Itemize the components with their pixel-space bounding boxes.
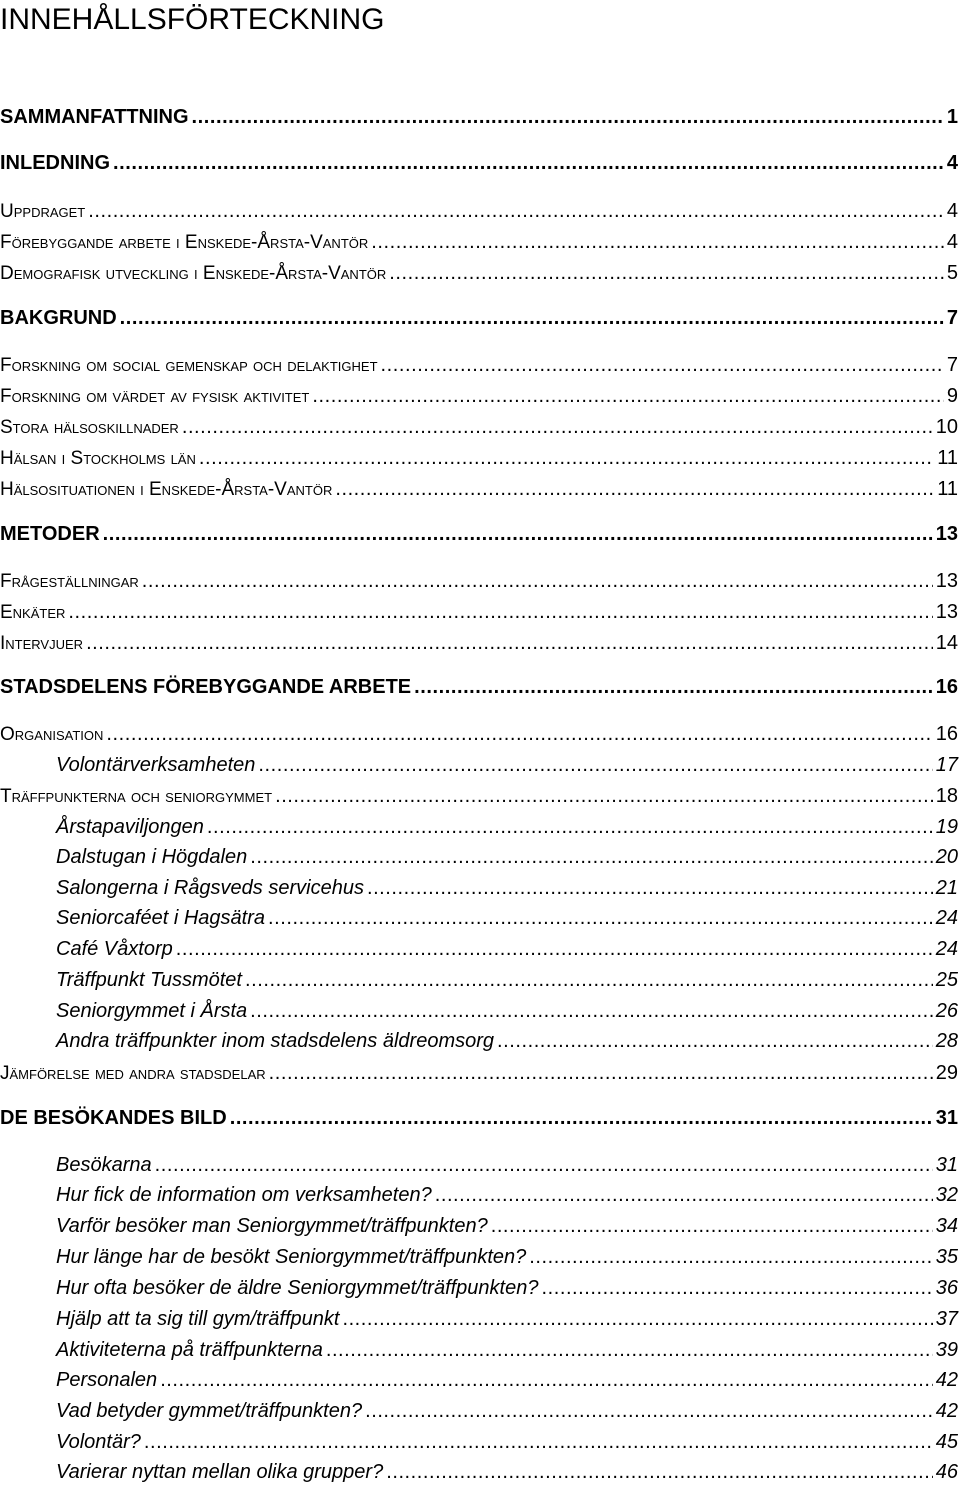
toc-entry-label: Stora hälsoskillnader bbox=[0, 417, 179, 438]
toc-entry-label: Hur fick de information om verksamheten? bbox=[56, 1184, 432, 1206]
toc-leader-dots bbox=[258, 754, 932, 777]
toc-entry-page: 7 bbox=[946, 307, 958, 329]
toc-entry-label: Besökarna bbox=[56, 1154, 152, 1176]
toc-entry[interactable] bbox=[0, 106, 958, 129]
toc-entry-label: Förebyggande arbete i Enskede-Årsta-Vantör bbox=[0, 232, 369, 253]
toc-entry[interactable] bbox=[0, 1277, 958, 1300]
toc-entry-page: 42 bbox=[935, 1369, 958, 1391]
toc-leader-dots bbox=[312, 385, 944, 408]
toc-entry[interactable] bbox=[0, 1107, 958, 1130]
toc-leader-dots bbox=[268, 907, 933, 930]
toc-title: INNEHÅLLSFÖRTECKNING bbox=[0, 3, 385, 36]
toc-entry[interactable] bbox=[0, 1431, 958, 1454]
toc-entry[interactable] bbox=[0, 1339, 958, 1362]
toc-entry[interactable] bbox=[0, 307, 958, 330]
toc-entry-page: 46 bbox=[935, 1461, 958, 1483]
toc-entry-label: SAMMANFATTNING bbox=[0, 106, 189, 128]
toc-entry[interactable] bbox=[0, 1154, 958, 1177]
toc-leader-dots bbox=[155, 1154, 933, 1177]
toc-leader-dots bbox=[435, 1184, 933, 1207]
toc-entry-label: Hur länge har de besökt Seniorgymmet/träffpunkten? bbox=[56, 1246, 527, 1268]
toc-entry-page: 34 bbox=[935, 1215, 958, 1237]
toc-entry[interactable] bbox=[0, 1246, 958, 1269]
toc-leader-dots bbox=[326, 1339, 933, 1362]
toc-entry-label: Volontärverksamheten bbox=[56, 754, 256, 776]
toc-entry-label: Seniorcaféet i Hagsätra bbox=[56, 907, 266, 929]
toc-entry-page: 36 bbox=[935, 1277, 958, 1299]
toc-entry[interactable] bbox=[0, 447, 958, 470]
toc-entry[interactable] bbox=[0, 1184, 958, 1207]
toc-entry[interactable] bbox=[0, 385, 958, 408]
toc-entry-page: 35 bbox=[935, 1246, 958, 1268]
toc-entry[interactable] bbox=[0, 785, 958, 808]
toc-entry[interactable] bbox=[0, 478, 958, 501]
toc-entry-label: Vad betyder gymmet/träffpunkten? bbox=[56, 1400, 363, 1422]
toc-entry[interactable] bbox=[0, 846, 958, 869]
toc-entry[interactable] bbox=[0, 816, 958, 839]
toc-entry[interactable] bbox=[0, 1000, 958, 1023]
toc-entry[interactable] bbox=[0, 723, 958, 746]
toc-entry-page: 4 bbox=[946, 152, 958, 174]
toc-leader-dots bbox=[497, 1030, 933, 1053]
toc-leader-dots bbox=[250, 1000, 933, 1023]
toc-leader-dots bbox=[142, 570, 933, 593]
toc-entry-label: Jämförelse med andra stadsdelar bbox=[0, 1063, 266, 1084]
toc-entry[interactable] bbox=[0, 938, 958, 961]
toc-leader-dots bbox=[342, 1308, 932, 1331]
toc-entry[interactable] bbox=[0, 632, 958, 655]
toc-entry-page: 9 bbox=[946, 385, 958, 407]
toc-entry-label: Hur ofta besöker de äldre Seniorgymmet/träffpunkten? bbox=[56, 1277, 539, 1299]
toc-entry-label: STADSDELENS FÖREBYGGANDE ARBETE bbox=[0, 676, 412, 698]
toc-entry-label: DE BESÖKANDES BILD bbox=[0, 1107, 227, 1129]
toc-entry-label: Hälsosituationen i Enskede-Årsta-Vantör bbox=[0, 479, 333, 500]
toc-leader-dots bbox=[269, 1062, 933, 1085]
toc-entry-label: Hälsan i Stockholms län bbox=[0, 448, 196, 469]
toc-entry[interactable] bbox=[0, 1461, 958, 1484]
toc-entry-page: 42 bbox=[935, 1400, 958, 1422]
toc-entry-page: 45 bbox=[935, 1431, 958, 1453]
toc-entry[interactable] bbox=[0, 570, 958, 593]
toc-entry-page: 31 bbox=[935, 1154, 958, 1176]
toc-entry-label: Forskning om värdet av fysisk aktivitet bbox=[0, 386, 310, 407]
toc-entry-label: Forskning om social gemenskap och delaktighet bbox=[0, 355, 378, 376]
toc-entry-page: 4 bbox=[946, 231, 958, 253]
toc-leader-dots bbox=[386, 1461, 933, 1484]
toc-entry-page: 16 bbox=[935, 723, 958, 745]
toc-entry-page: 39 bbox=[935, 1339, 958, 1361]
toc-entry-label: Frågeställningar bbox=[0, 571, 139, 592]
toc-entry-page: 11 bbox=[937, 478, 958, 500]
toc-entry-page: 26 bbox=[935, 1000, 958, 1022]
toc-entry[interactable] bbox=[0, 1369, 958, 1392]
toc-entry[interactable] bbox=[0, 907, 958, 930]
toc-leader-dots bbox=[245, 969, 933, 992]
toc-entry-page: 13 bbox=[935, 523, 958, 545]
toc-leader-dots bbox=[541, 1277, 932, 1300]
toc-entry-page: 20 bbox=[935, 846, 958, 868]
toc-entry-page: 21 bbox=[935, 877, 958, 899]
toc-entry-page: 1 bbox=[946, 106, 958, 128]
toc-entry-label: Café Våxtorp bbox=[56, 938, 173, 960]
toc-entry[interactable] bbox=[0, 1030, 958, 1053]
toc-entry-page: 17 bbox=[935, 754, 958, 776]
toc-entry-label: Hjälp att ta sig till gym/träffpunkt bbox=[56, 1308, 340, 1330]
toc-leader-dots bbox=[103, 523, 933, 546]
toc-entry-page: 24 bbox=[935, 938, 958, 960]
toc-leader-dots bbox=[68, 601, 932, 624]
toc-entry-page: 13 bbox=[935, 570, 958, 592]
toc-entry-label: INLEDNING bbox=[0, 152, 110, 174]
toc-entry[interactable] bbox=[0, 262, 958, 285]
toc-entry-label: Demografisk utveckling i Enskede-Årsta-Vantör bbox=[0, 263, 387, 284]
toc-leader-dots bbox=[367, 877, 933, 900]
toc-entry-page: 7 bbox=[946, 354, 958, 376]
toc-leader-dots bbox=[275, 785, 933, 808]
toc-entry-page: 37 bbox=[935, 1308, 958, 1330]
toc-entry-label: Enkäter bbox=[0, 602, 66, 623]
toc-entry[interactable] bbox=[0, 754, 958, 777]
toc-entry-label: METODER bbox=[0, 523, 100, 545]
toc-entry[interactable] bbox=[0, 231, 958, 254]
toc-leader-dots bbox=[160, 1369, 933, 1392]
toc-entry-label: BAKGRUND bbox=[0, 307, 117, 329]
toc-entry[interactable] bbox=[0, 354, 958, 377]
toc-entry-page: 28 bbox=[935, 1030, 958, 1052]
toc-entry-label: Varierar nyttan mellan olika grupper? bbox=[56, 1461, 384, 1483]
toc-entry[interactable] bbox=[0, 523, 958, 546]
toc-entry-label: Träffpunkterna och seniorgymmet bbox=[0, 786, 273, 807]
toc-entry-label: Årstapaviljongen bbox=[56, 816, 204, 838]
toc-leader-dots bbox=[120, 307, 944, 330]
toc-leader-dots bbox=[207, 816, 933, 839]
toc-entry-page: 16 bbox=[935, 676, 958, 698]
toc-entry[interactable] bbox=[0, 1215, 958, 1238]
toc-entry[interactable] bbox=[0, 1400, 958, 1423]
toc-leader-dots bbox=[491, 1215, 933, 1238]
toc-leader-dots bbox=[106, 723, 932, 746]
toc-entry-label: Dalstugan i Högdalen bbox=[56, 846, 248, 868]
toc-leader-dots bbox=[529, 1246, 932, 1269]
toc-entry[interactable] bbox=[0, 1062, 958, 1085]
toc-entry-page: 32 bbox=[935, 1184, 958, 1206]
toc-leader-dots bbox=[381, 354, 944, 377]
toc-entry[interactable] bbox=[0, 1308, 958, 1331]
toc-entry-page: 4 bbox=[946, 200, 958, 222]
toc-entry[interactable] bbox=[0, 969, 958, 992]
toc-entry-label: Personalen bbox=[56, 1369, 158, 1391]
toc-entry-page: 14 bbox=[935, 632, 958, 654]
toc-entry[interactable] bbox=[0, 416, 958, 439]
toc-entry-page: 10 bbox=[935, 416, 958, 438]
toc-entry-label: Seniorgymmet i Årsta bbox=[56, 1000, 248, 1022]
toc-entry-label: Andra träffpunkter inom stadsdelens äldreomsorg bbox=[56, 1030, 495, 1052]
toc-leader-dots bbox=[192, 106, 944, 129]
toc-entry-label: Salongerna i Rågsveds servicehus bbox=[56, 877, 364, 899]
toc-entry-label: Träffpunkt Tussmötet bbox=[56, 969, 242, 991]
toc-leader-dots bbox=[176, 938, 933, 961]
toc-leader-dots bbox=[371, 231, 944, 254]
toc-entry-label: Uppdraget bbox=[0, 201, 86, 222]
toc-entry-page: 25 bbox=[935, 969, 958, 991]
toc-entry-label: Intervjuer bbox=[0, 633, 84, 654]
toc-leader-dots bbox=[230, 1107, 933, 1130]
toc-leader-dots bbox=[389, 262, 944, 285]
toc-leader-dots bbox=[182, 416, 933, 439]
toc-entry[interactable] bbox=[0, 601, 958, 624]
toc-leader-dots bbox=[88, 200, 944, 223]
toc-entry-label: Organisation bbox=[0, 724, 104, 745]
toc-entry-page: 11 bbox=[937, 447, 958, 469]
toc-leader-dots bbox=[335, 478, 934, 501]
toc-entry[interactable] bbox=[0, 200, 958, 223]
toc-leader-dots bbox=[365, 1400, 933, 1423]
toc-entry-page: 24 bbox=[935, 907, 958, 929]
toc-entry-page: 13 bbox=[935, 601, 958, 623]
toc-leader-dots bbox=[199, 447, 934, 470]
toc-entry[interactable] bbox=[0, 877, 958, 900]
toc-leader-dots bbox=[113, 152, 944, 175]
toc-entry[interactable] bbox=[0, 676, 958, 699]
toc-entry-page: 31 bbox=[935, 1107, 958, 1129]
toc-entry-label: Varför besöker man Seniorgymmet/träffpunkten? bbox=[56, 1215, 488, 1237]
toc-leader-dots bbox=[250, 846, 933, 869]
toc-entry-label: Volontär? bbox=[56, 1431, 141, 1453]
toc-leader-dots bbox=[86, 632, 933, 655]
toc-entry-page: 5 bbox=[946, 262, 958, 284]
toc-entry-page: 19 bbox=[935, 816, 958, 838]
toc-entry-page: 29 bbox=[935, 1062, 958, 1084]
toc-leader-dots bbox=[414, 676, 933, 699]
toc-entry-label: Aktiviteterna på träffpunkterna bbox=[56, 1339, 323, 1361]
toc-leader-dots bbox=[144, 1431, 933, 1454]
toc-entry-page: 18 bbox=[935, 785, 958, 807]
toc-entry[interactable] bbox=[0, 152, 958, 175]
